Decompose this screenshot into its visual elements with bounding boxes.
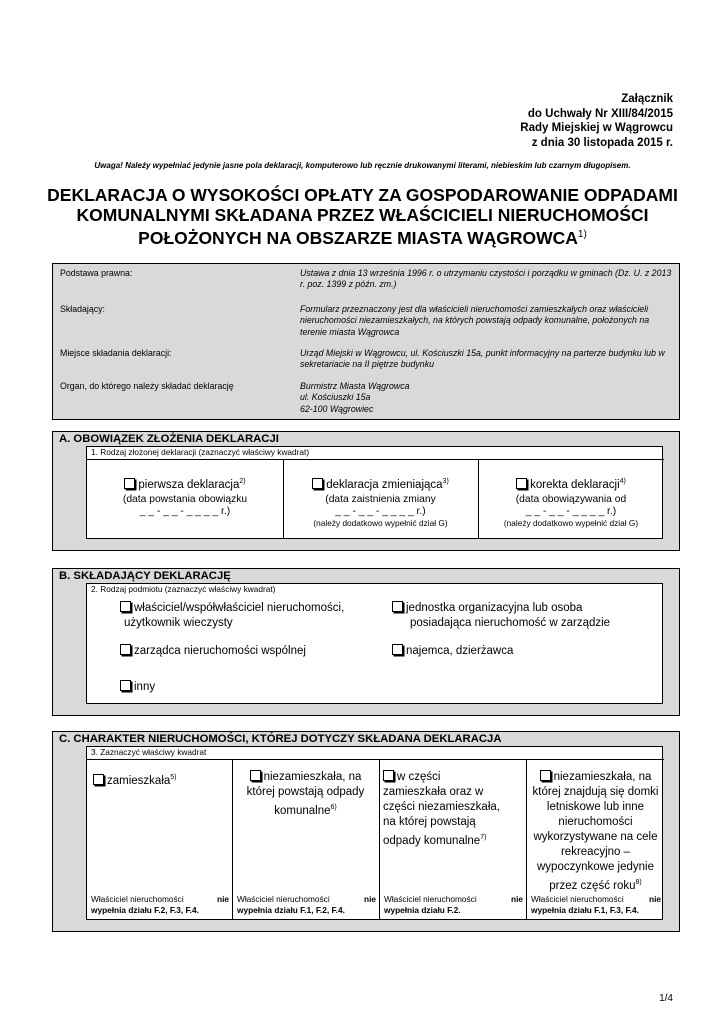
page-number: 1/4 xyxy=(659,993,673,1004)
option-residential[interactable]: zamieszkała$^{5)}$ xyxy=(93,770,177,789)
section-a xyxy=(52,431,680,551)
date-field[interactable]: _ _ - _ _ - _ _ _ _ r.) xyxy=(335,505,426,517)
organ-line-3: 62-100 Wągrowiec xyxy=(300,403,374,414)
title-footnote: 1) xyxy=(577,229,587,240)
checkbox-amending-declaration[interactable] xyxy=(312,478,323,489)
section-a-hint: 1. Rodzaj złożonej deklaracji (zaznaczyć właściwy kwadrat) xyxy=(91,447,310,457)
checkbox-other[interactable] xyxy=(120,680,131,691)
option-owner-line-2: użytkownik wieczysty xyxy=(124,617,233,629)
date-caption: (data powstania obowiązku xyxy=(122,493,248,505)
section-g-note: (należy dodatkowo wypełnić dział G) xyxy=(503,517,639,528)
info-box xyxy=(52,263,680,420)
date-field[interactable]: _ _ - _ _ - _ _ _ _ r.) xyxy=(525,505,617,517)
mixed-note: Właściciel nieruchomości nie wypełnia działu F.2. xyxy=(384,894,523,915)
place-value: Urząd Miejski w Wągrowcu, ul. Kościuszki 15a, punkt informacyjny na parterze budynku lub w sekretariacie na II piętrze budynku xyxy=(300,348,665,370)
checkbox-organizational-unit[interactable] xyxy=(392,601,403,612)
title-line-3: POŁOŻONYCH NA OBSZARZE MIASTA WĄGROWCA$^{1)}$ xyxy=(138,227,587,248)
checkbox-mixed[interactable] xyxy=(383,770,394,781)
checkbox-non-residential[interactable] xyxy=(250,770,261,781)
checkbox-correction[interactable] xyxy=(516,478,527,489)
section-g-note: (należy dodatkowo wypełnić dział G) xyxy=(313,517,448,528)
organ-label: Organ, do którego należy składać deklarację xyxy=(60,381,234,391)
attachment-line-4: z dnia 30 listopada 2015 r. xyxy=(531,136,673,149)
option-organizational-unit-line-2: posiadająca nieruchomość w zarządzie xyxy=(410,617,611,629)
section-b-box xyxy=(86,583,663,704)
option-manager[interactable]: zarządca nieruchomości wspólnej xyxy=(120,644,306,659)
hint-divider xyxy=(87,459,664,460)
checkbox-manager[interactable] xyxy=(120,644,131,655)
checkbox-tenant[interactable] xyxy=(392,644,403,655)
checkbox-recreational[interactable] xyxy=(540,770,551,781)
organ-value xyxy=(300,381,672,415)
section-c-hint: 3. Zaznaczyć właściwy kwadrat xyxy=(91,747,207,757)
section-c-box xyxy=(86,746,663,920)
organ-line-2: ul. Kościuszki 15a xyxy=(300,392,371,403)
option-owner[interactable]: właściciel/współwłaściciel nieruchomości, użytkownik wieczysty xyxy=(120,601,344,631)
filer-label: Składający: xyxy=(60,304,105,314)
section-b-hint: 2. Rodzaj podmiotu (zaznaczyć właściwy kwadrat) xyxy=(91,584,276,594)
checkbox-owner[interactable] xyxy=(120,601,131,612)
title-line-2: KOMUNALNYMI SKŁADANA PRZEZ WŁAŚCICIELI NIERUCHOMOŚCI xyxy=(76,205,649,225)
option-tenant[interactable]: najemca, dzierżawca xyxy=(392,644,513,659)
attachment-header xyxy=(520,92,673,150)
option-other[interactable]: inny xyxy=(120,680,155,695)
date-field[interactable]: _ _ - _ _ - _ _ _ _ r.) xyxy=(139,505,231,517)
option-amending-declaration[interactable]: deklaracja zmieniająca$^{3)}$ (data zaistnienia zmiany _ _ - _ _ - _ _ _ _ r.) (należy dodatkowo wypełnić dział G) xyxy=(283,474,478,529)
date-caption: (data zaistnienia zmiany xyxy=(325,493,436,505)
option-non-residential[interactable]: niezamieszkała, na której powstają odpady komunalne$^{6)}$ xyxy=(246,771,365,817)
option-organizational-unit[interactable]: jednostka organizacyjna lub osoba posiadająca nieruchomość w zarządzie xyxy=(392,601,610,631)
legal-basis-value: Ustawa z dnia 13 września 1996 r. o utrzymaniu czystości i porządku w gminach (Dz. U. z 2013 r. poz. 1399 z późn. zm.) xyxy=(300,268,672,290)
hint-divider xyxy=(87,759,664,760)
filer-value: Formularz przeznaczony jest dla właścicieli nieruchomości zamieszkałych oraz właścicieli nieruchomości niezamieszkałych, na których powstają odpady komunalne, położonych na terenie miasta Wągrowca xyxy=(300,304,650,337)
legal-basis-label: Podstawa prawna: xyxy=(60,268,133,278)
date-caption: (data obowiązywania od xyxy=(515,493,627,505)
title-line-1: DEKLARACJA O WYSOKOŚCI OPŁATY ZA GOSPODAROWANIE ODPADAMI xyxy=(47,185,678,205)
place-label: Miejsce składania deklaracji: xyxy=(60,348,172,358)
section-b xyxy=(52,568,680,716)
organ-line-1: Burmistrz Miasta Wągrowca xyxy=(300,381,410,391)
attachment-line-1: Załącznik xyxy=(621,93,673,105)
section-b-title: B. SKŁADAJĄCY DEKLARACJĘ xyxy=(59,570,231,582)
fill-warning: Uwaga! Należy wypełniać jedynie jasne pola deklaracji, komputerowo lub ręcznie drukowanymi literami, niebieskim lub czarnym długopisem. xyxy=(94,161,631,170)
option-mixed[interactable]: w części zamieszkała oraz w części niezamieszkała, na której powstają odpady komunalne$^{7)}$ xyxy=(383,771,500,847)
attachment-line-3: Rady Miejskiej w Wągrowcu xyxy=(520,122,673,134)
residential-note: Właściciel nieruchomości nie wypełnia działu F.2, F.3, F.4. xyxy=(91,894,229,915)
attachment-line-2: do Uchwały Nr XIII/84/2015 xyxy=(527,107,673,120)
section-a-box xyxy=(86,446,663,539)
section-a-title: A. OBOWIĄZEK ZŁOŻENIA DEKLARACJI xyxy=(59,433,279,445)
checkbox-residential[interactable] xyxy=(93,774,104,785)
option-recreational[interactable]: niezamieszkała, na której znajdują się domki letniskowe lub inne nieruchomości wykorzystywane na cele rekreacyjno – wypoczynkowe jedynie przez część roku$^{8)}$ xyxy=(532,771,659,892)
page-title xyxy=(40,185,685,248)
column-divider xyxy=(379,759,380,919)
option-first-declaration[interactable]: pierwsza deklaracja$^{2)}$ (data powstania obowiązku _ _ - _ _ - _ _ _ _ r.) xyxy=(87,474,283,517)
checkbox-first-declaration[interactable] xyxy=(124,478,135,489)
recreational-note: Właściciel nieruchomości nie wypełnia działu F.1, F.3, F.4. xyxy=(531,894,661,915)
option-correction[interactable]: korekta deklaracji$^{4)}$ (data obowiązywania od _ _ - _ _ - _ _ _ _ r.) (należy dodatkowo wypełnić dział G) xyxy=(478,474,664,529)
section-c-title: C. CHARAKTER NIERUCHOMOŚCI, KTÓREJ DOTYCZY SKŁADANA DEKLARACJA xyxy=(59,733,502,745)
section-c xyxy=(52,731,680,932)
non-residential-note: Właściciel nieruchomości nie wypełnia działu F.1, F.2, F.4. xyxy=(237,894,376,915)
